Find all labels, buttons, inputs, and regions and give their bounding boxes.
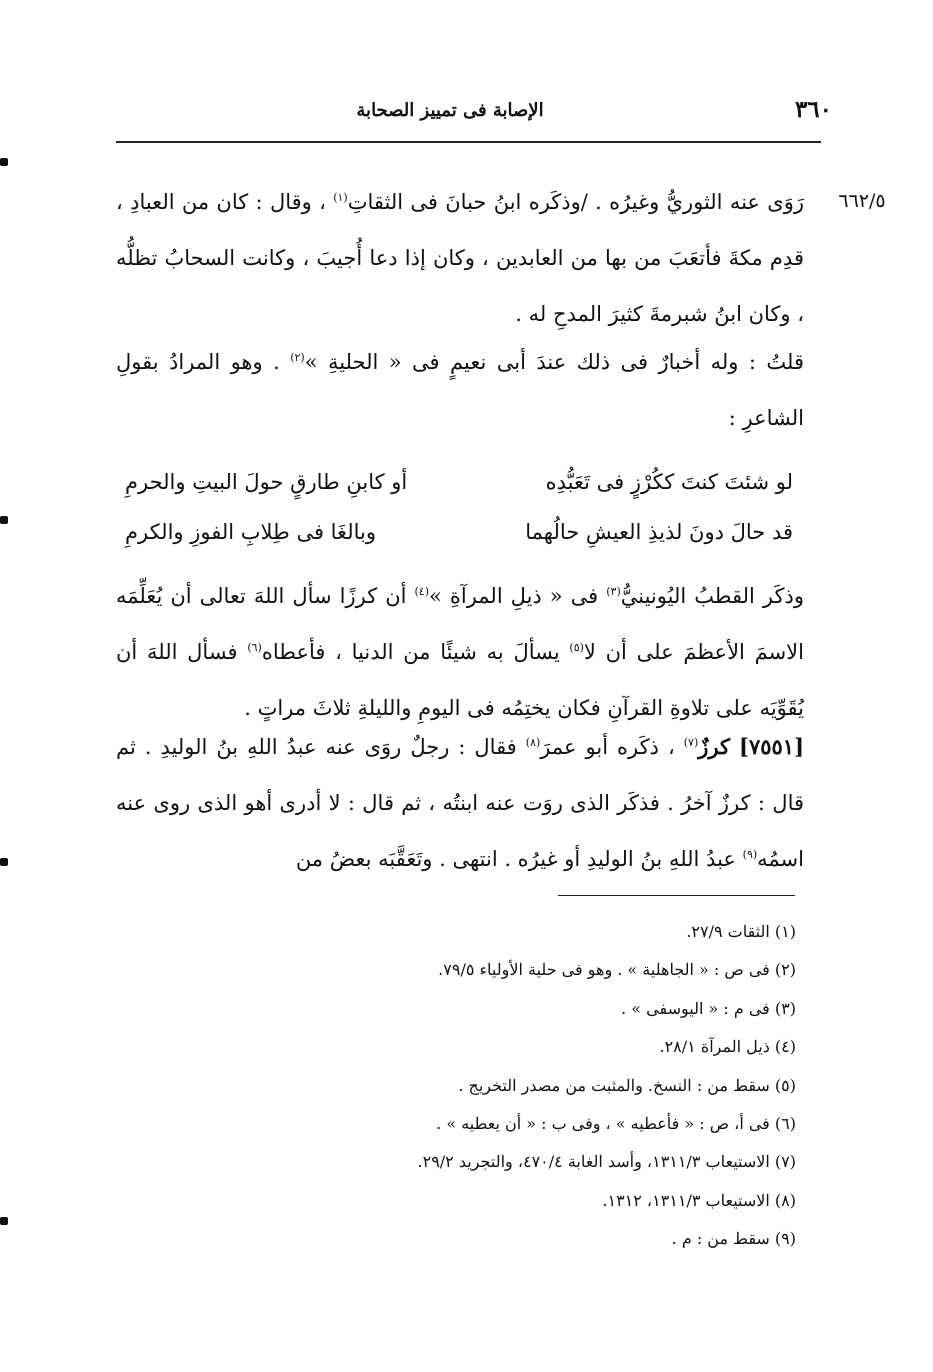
footnote-5: (٥) سقط من : النسخ. والمثبت من مصدر التخريج . (458, 1075, 796, 1095)
paragraph-3-text-c: أن كرزًا سأل اللهَ تعالى أن يُعَلِّمَه الاسمَ الأعظمَ على أن لا (116, 584, 804, 664)
paragraph-2 (116, 334, 804, 446)
verse-2-second-hemistich: وبالغَا فى طِلابِ الفوزِ والكرمِ (125, 520, 376, 544)
footnote-ref-6: (٦) (247, 641, 262, 654)
footnote-ref-9: (٩) (742, 848, 758, 861)
footnote-ref-2: (٢) (290, 351, 305, 364)
footnote-2: (٢) فى ص : « الجاهلية » . وهو فى حلية الأولياء ٧٩/٥. (438, 960, 796, 980)
footnote-ref-1: (١) (333, 191, 348, 204)
footnote-ref-8: (٨) (525, 736, 541, 749)
verse-1-second-hemistich: أو كابنِ طارقٍ حولَ البيتِ والحرمِ (125, 470, 408, 494)
footnote-8: (٨) الاستيعاب ١٣١١/٣، ١٣١٢. (602, 1190, 796, 1210)
running-title: الإصابة فى تمييز الصحابة (356, 100, 544, 121)
footnote-7: (٧) الاستيعاب ١٣١١/٣، وأسد الغابة ٤٧٠/٤، والتجريد ٢٩/٢. (417, 1152, 796, 1172)
paragraph-3-text-b: فى « ذيلِ المرآةِ » (429, 584, 607, 608)
paragraph-3 (116, 568, 804, 736)
footnote-ref-3: (٣) (606, 585, 621, 598)
header-rule (116, 141, 821, 143)
footnotes-list (150, 913, 796, 1259)
margin-reference: ٦٦٢/٥ (838, 190, 886, 212)
paragraph-4-text-c: عبدُ اللهِ بنُ الوليدِ أو غيرُه . انتهى . وتَعَقَّبَه بعضُ من (295, 847, 743, 871)
footnote-6: (٦) فى أ، ص : « فأعطيه » ، وفى ب : « أن يعطيه » . (436, 1113, 796, 1133)
scan-edge-mark (0, 158, 8, 166)
paragraph-4-entry (116, 719, 804, 887)
footnote-1: (١) الثقات ٢٧/٩. (686, 922, 796, 941)
verse-2-first-hemistich: قد حالَ دونَ لذيذِ العيشِ حالُهما (525, 520, 793, 544)
verse-1-first-hemistich: لو شئتَ كنتَ ككُرْزٍ فى تَعَبُّدِه (545, 470, 793, 494)
footnote-ref-7: (٧) (683, 736, 699, 749)
paragraph-3-text-d: يسألَ به شيئًا من الدنيا ، فأعطاه (261, 640, 570, 664)
verse-line-1 (125, 462, 793, 502)
footnote-ref-4: (٤) (414, 585, 429, 598)
footnote-rule (558, 895, 795, 896)
footnote-9: (٩) سقط من : م . (671, 1229, 796, 1249)
entry-name: كرزٌ (698, 734, 730, 759)
entry-number: [٧٥٥١] (739, 734, 804, 759)
page-number: ٣٦٠ (794, 96, 832, 123)
footnote-3: (٣) فى م : « اليوسفى » . (621, 998, 796, 1018)
paragraph-4-text-b: فقال : رجلٌ روَى عنه عبدُ اللهِ بنُ الوليدِ . ثم قال : كرزٌ آخرُ . فذكَر الذى روَت عنه ابنتُه ، ثم قال : لا أدرى أهو الذى روى عنه اسمُه (116, 735, 804, 871)
footnote-ref-5: (٥) (569, 641, 584, 654)
verse-line-2 (125, 512, 793, 552)
scan-edge-mark (0, 516, 8, 524)
paragraph-3-text-e: فسأل اللهَ أن يُقَوِّيَه على تلاوةِ القرآنِ فكان يختِمُه فى اليومِ والليلةِ ثلاثَ مراتٍ . (116, 640, 804, 720)
paragraph-2-text-b: . وهو المرادُ بقولِ الشاعرِ : (116, 350, 804, 430)
paragraph-4-text-a: ، ذكَره أبو عمرَ (540, 735, 684, 759)
paragraph-3-text-a: وذكَر القطبُ اليُونينيُّ (620, 584, 804, 608)
footnote-4: (٤) ذيل المرآة ٢٨/١. (659, 1037, 796, 1057)
paragraph-1-text-b: ، وقال : كان من العبادِ ، قدِم مكةَ فأتعَبَ من بها من العابدين ، وكان إذا دعا أُجيبَ ، وكانت السحابُ تظلُّه ، وكان ابنُ شبرمةَ كثيرَ المدحِ له . (116, 190, 804, 326)
paragraph-2-text-a: قلتُ : وله أخبارٌ فى ذلك عندَ أبى نعيمٍ فى « الحليةِ » (304, 350, 804, 374)
scan-edge-mark (0, 1217, 8, 1225)
scan-edge-mark (0, 858, 8, 866)
paragraph-1-text-a: رَوَى عنه الثوريُّ وغيرُه . /وذكَره ابنُ حبانَ فى الثقاتِ (347, 190, 804, 214)
paragraph-1 (116, 174, 804, 342)
